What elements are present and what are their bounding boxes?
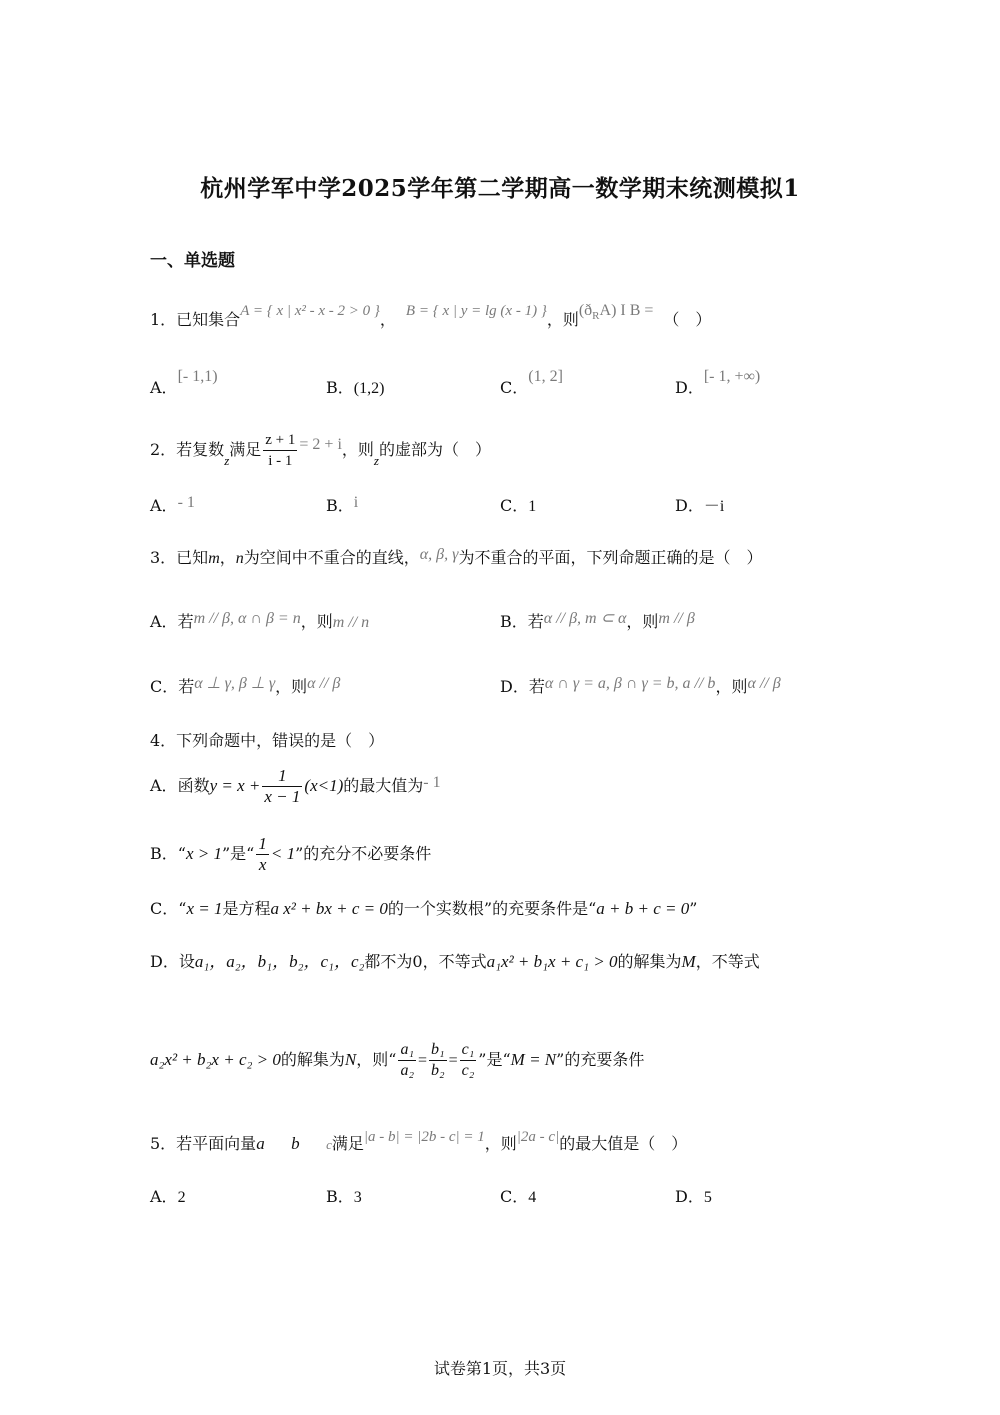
q1-option-d	[675, 368, 761, 401]
q4-a-cond: (x<1)	[304, 776, 344, 795]
q1-then: ，则	[546, 310, 579, 329]
q2-option-d	[675, 494, 724, 519]
q4-a-mid: 的最大值为	[343, 776, 424, 795]
q4-b-fraction-num: 1	[258, 834, 267, 853]
q3-option-b	[500, 610, 695, 635]
page-footer: 试卷第1页，共3页	[433, 1359, 567, 1378]
option-label: D．	[675, 378, 704, 397]
q1-option-a	[150, 368, 218, 401]
q1-set-b: B = { x | y = lg (x - 1) }	[405, 303, 547, 319]
q1-option-b	[326, 376, 384, 401]
q5-prefix: 5．若平面向量	[150, 1134, 257, 1153]
q2-prefix: 2．若复数	[150, 440, 225, 459]
option-then: ，则	[715, 677, 748, 696]
q4-c-q1: “	[178, 899, 187, 918]
q2-eq: = 2 + i	[299, 436, 342, 453]
q3-p3: 为不重合的平面，下列命题正确的是（ ）	[458, 548, 763, 567]
option-pre: 若	[528, 677, 545, 696]
option-value: 4	[528, 1189, 537, 1206]
option-label: C．	[150, 899, 179, 918]
q2-z2: z	[373, 453, 379, 468]
q4-d-t8: ”的充要条件	[556, 1050, 645, 1069]
q5-option-d	[675, 1185, 712, 1210]
option-value: －i	[703, 498, 725, 515]
q4-b-fraction	[256, 834, 269, 875]
q4-option-d-line1	[150, 950, 760, 974]
q1-paren: （ ）	[663, 310, 712, 329]
q5-option-a	[150, 1185, 186, 1210]
option-value: (1, 2]	[528, 368, 563, 385]
option-label: D．	[675, 496, 704, 515]
q2-tail: 的虚部为（ ）	[378, 440, 491, 459]
q5-option-b	[326, 1185, 362, 1210]
q3-m: m	[208, 550, 220, 567]
q3-n: n	[235, 550, 244, 567]
q4-d-t3: 的解集为	[617, 952, 682, 971]
option-label: A．	[150, 496, 178, 515]
q4-c-q2: ”	[689, 899, 698, 918]
q4-a-pre: 函数	[177, 776, 210, 795]
q4-d-fraction-c-num: c₁	[460, 1040, 477, 1061]
option-value: (1,2)	[353, 380, 385, 397]
option-value: 2	[177, 1189, 186, 1206]
q4-d-fraction-a-den: a₂	[400, 1062, 414, 1079]
q4-d-fraction-c-den: c₂	[461, 1062, 475, 1079]
q5-vectors: a⃗，b⃗，	[256, 1134, 327, 1153]
q4-d-m: M	[681, 952, 696, 971]
option-pre: 若	[177, 612, 194, 631]
q5-option-c	[500, 1185, 536, 1210]
q2-option-b	[326, 494, 358, 519]
q4-c-m3: a + b + c = 0	[596, 899, 690, 918]
q4-a-y: y = x +	[209, 776, 261, 795]
q4-d-t2: 都不为0，不等式	[364, 952, 487, 971]
q4-b-m1: x > 1	[185, 844, 222, 863]
q2-fraction-num: z + 1	[263, 430, 297, 451]
question-5	[150, 1129, 688, 1157]
q2-option-a	[150, 494, 195, 519]
option-label: B．	[326, 496, 354, 515]
question-2	[150, 430, 491, 471]
option-label: A．	[150, 612, 178, 631]
q2-fraction-den: i - 1	[268, 453, 293, 469]
q1-prefix: 1．已知集合	[150, 310, 241, 329]
option-label: C．	[500, 1187, 529, 1206]
option-value: [- 1, +∞)	[703, 368, 761, 385]
option-value: i	[353, 494, 359, 511]
q5-then: ，则	[484, 1134, 517, 1153]
q4-a-fraction	[262, 766, 302, 807]
option-label: C．	[150, 677, 179, 696]
q4-d-fraction-b-den: b₂	[431, 1062, 445, 1079]
q5-c: c	[326, 1137, 332, 1152]
q3-option-d	[500, 675, 781, 700]
q2-then: ，则	[341, 440, 374, 459]
q4-b-q1: “	[177, 844, 186, 863]
q3-sep: ，	[219, 548, 236, 567]
q4-d-ineq1: a₁x² + b₁x + c₁ > 0	[486, 952, 618, 971]
option-res: m // n	[332, 614, 370, 631]
q2-z: z	[224, 453, 230, 468]
q3-option-c	[150, 675, 340, 700]
q4-a-fraction-num: 1	[262, 766, 302, 787]
option-value: [- 1,1)	[177, 368, 218, 385]
q4-c-t2: 的一个实数根”的充要条件是“	[387, 899, 597, 918]
question-3	[150, 546, 762, 571]
page-title: 杭州学军中学2025学年第二学期高一数学期末统测模拟1	[200, 175, 800, 202]
q4-c-t1: 是方程	[222, 899, 271, 918]
option-then: ，则	[626, 612, 659, 631]
q1-expr2: A) I B =	[599, 302, 654, 319]
q1-expr: (ð	[578, 302, 593, 319]
q4-a-val: - 1	[423, 774, 441, 791]
option-label: B．	[150, 844, 178, 863]
option-label: D．	[500, 677, 529, 696]
q4-d-eq: =	[418, 1052, 428, 1069]
q4-c-m1: x = 1	[186, 899, 223, 918]
option-label: B．	[500, 612, 528, 631]
q4-d-fraction-c	[460, 1040, 477, 1081]
q4-option-b	[150, 834, 431, 875]
q4-b-fraction-den: x	[258, 855, 267, 874]
q4-d-ineq2: a₂x² + b₂x + c₂ > 0	[150, 1050, 281, 1069]
option-label: C．	[500, 496, 529, 515]
option-label: D．	[675, 1187, 704, 1206]
q3-p2: 为空间中不重合的直线，	[243, 548, 420, 567]
q4-b-tail: ”的充分不必要条件	[295, 844, 432, 863]
option-label: A．	[150, 776, 178, 795]
q4-d-n: N	[344, 1050, 357, 1069]
q4-d-fraction-b	[429, 1040, 447, 1081]
option-then: ，则	[300, 612, 333, 631]
q4-a-fraction-den: x − 1	[264, 787, 301, 806]
q1-comma: ，	[379, 310, 396, 329]
q1-expr-sub: R	[592, 310, 600, 323]
q4-b-lt: < 1	[270, 844, 296, 863]
question-1	[150, 302, 712, 338]
option-res: m // β	[658, 610, 695, 627]
q3-greek: α, β, γ	[419, 546, 459, 563]
q4-d-t1: 设	[178, 952, 195, 971]
q5-mid: 满足	[331, 1134, 364, 1153]
q4-d-t5: 的解集为	[280, 1050, 345, 1069]
option-value: 3	[353, 1189, 362, 1206]
q4-d-fraction-b-num: b₁	[429, 1040, 447, 1061]
option-cond: α ∩ γ = a, β ∩ γ = b, a // b	[544, 675, 716, 692]
option-value: 5	[703, 1189, 712, 1206]
option-label: A．	[150, 378, 178, 397]
q4-d-eq: =	[448, 1052, 458, 1069]
option-label: C．	[500, 378, 529, 397]
option-pre: 若	[527, 612, 544, 631]
option-cond: m // β, α ∩ β = n	[193, 610, 301, 627]
option-res: α // β	[747, 675, 781, 692]
option-cond: α ⊥ γ, β ⊥ γ	[194, 675, 276, 692]
q4-d-t7: ”是“	[478, 1050, 511, 1069]
q4-d-t6: ，则“	[356, 1050, 397, 1069]
q1-set-a: A = { x | x² - x - 2 > 0 }	[240, 303, 380, 319]
option-label: A．	[150, 1187, 178, 1206]
q4-d-mn: M = N	[510, 1050, 557, 1069]
q1-option-c	[500, 368, 563, 401]
q4-option-d-line2	[150, 1040, 644, 1081]
option-pre: 若	[178, 677, 195, 696]
option-cond: α // β, m ⊂ α	[543, 610, 627, 627]
option-then: ，则	[275, 677, 308, 696]
q4-option-c	[150, 897, 697, 921]
q2-fraction	[263, 430, 297, 471]
q4-d-fraction-a	[398, 1040, 416, 1081]
option-label: D．	[150, 952, 179, 971]
question-4: 4．下列命题中，错误的是（ ）	[150, 731, 385, 750]
option-label: B．	[326, 378, 354, 397]
q2-option-c	[500, 494, 536, 519]
q3-p1: 3．已知	[150, 548, 209, 567]
q4-d-t4: ，不等式	[695, 952, 760, 971]
q4-c-m2: a x² + bx + c = 0	[270, 899, 388, 918]
q5-expr: |2a - c|	[516, 1129, 560, 1145]
section-heading: 一、单选题	[150, 251, 235, 271]
q2-mid: 满足	[229, 440, 262, 459]
option-label: B．	[326, 1187, 354, 1206]
option-res: α // β	[307, 675, 341, 692]
q4-b-q2: ”是“	[221, 844, 255, 863]
q4-option-a	[150, 766, 441, 807]
q3-option-a	[150, 610, 369, 635]
option-value: 1	[528, 498, 537, 515]
option-value: - 1	[177, 494, 195, 511]
q5-tail: 的最大值是（ ）	[559, 1134, 688, 1153]
q4-d-coeffs: a₁，a₂，b₁，b₂，c₁，c₂	[194, 952, 365, 971]
q5-cond: |a - b| = |2b - c| = 1	[363, 1129, 485, 1145]
q4-d-fraction-a-num: a₁	[398, 1040, 416, 1061]
